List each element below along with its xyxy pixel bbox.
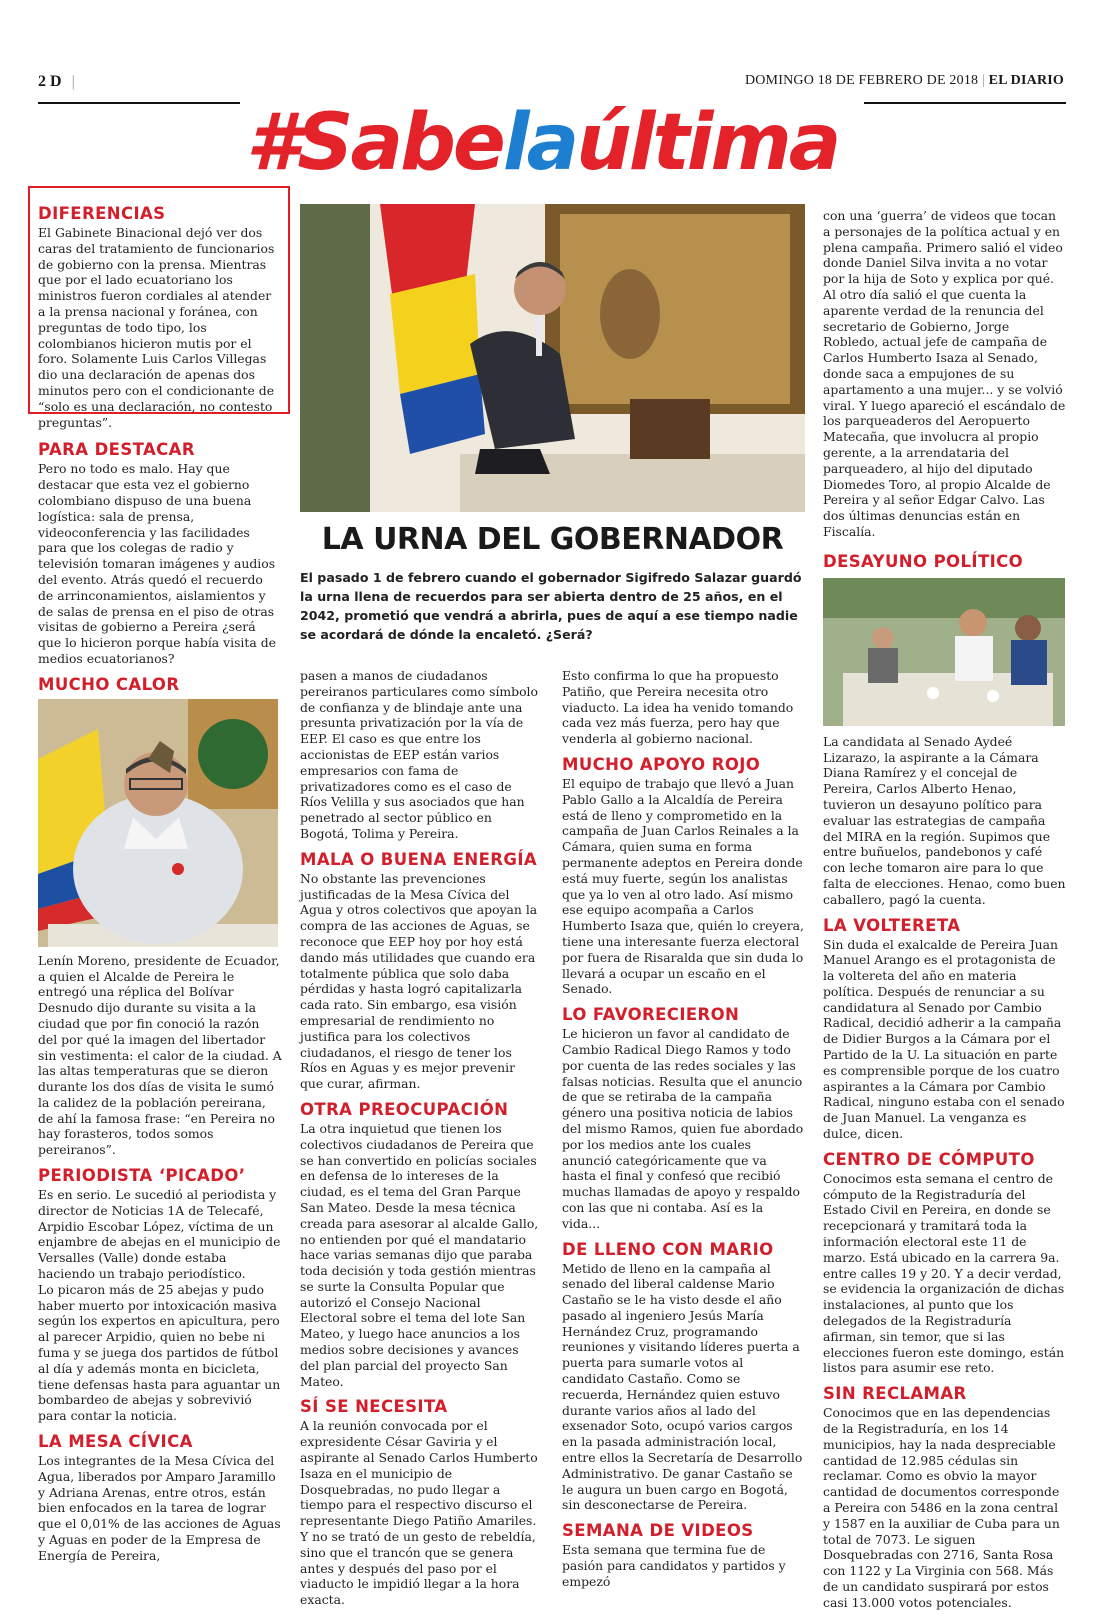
body-otra-preocupacion: La otra inquietud que tienen los colectivos ciudadanos de Pereira que se han convertido en policías sociales en defensa de lo intereses de la ciudad, es el tema del Gran Parque San Mateo. Desde la mesa técnica creada para asesorar al alcalde Gallo, no entienden por qué el mandatario hace varias semanas dijo que paraba toda decisión y toda gestión mientras se surte la Consulta Popular que autorizó el Consejo Nacional Electoral sobre el tema del lote San Mateo, y luego hace anuncios a los medios sobre decisiones y avances del plan parcial del proyecto San Mateo.: [300, 1120, 539, 1389]
item-si-se-necesita: [300, 1397, 540, 1608]
item-continuacion-videos: [823, 208, 1067, 540]
body-mucho-apoyo-rojo: El equipo de trabajo que llevó a Juan Pablo Gallo a la Alcaldía de Pereira está de lleno y comprometido en la campaña de Juan Carlos Reinales a la Cámara, quien suma en forma permanente adeptos en Pereira donde está muy fuerte, según los analistas que ya lo ven al otro lado. Así mismo ese equipo acompaña a Carlos Humberto Isaza que, quién lo creyera, tiene una interesante fuerza electoral por fuera de Risaralda que sin duda lo llevará a ocupar un escaño en el Senado.: [562, 775, 804, 997]
heading-lo-favorecieron: LO FAVORECIERON: [562, 1005, 740, 1025]
photo-art: [38, 699, 278, 947]
body-si-se-necesita: A la reunión convocada por el expresidente César Gaviria y el aspirante al Senado Carlos Humberto Isaza en el municipio de Dosquebradas, no pudo llegar a tiempo para el respectivo discurso el representante Diego Patiño Amariles. Y no se trató de un gesto de rebeldía, sino que el trancón que se genera antes y después del paso por el viaducto le impidió llegar a la hora exacta.: [300, 1418, 538, 1608]
heading-semana-de-videos: SEMANA DE VIDEOS: [562, 1521, 754, 1541]
item-periodista-picado: [38, 1166, 282, 1424]
paper-name: EL DIARIO: [988, 73, 1064, 88]
page-number: 2 D |: [38, 73, 75, 90]
item-sin-reclamar: [823, 1384, 1067, 1610]
feature-photo-art: [300, 204, 805, 512]
issue-date: DOMINGO 18 DE FEBRERO DE 2018 | EL DIARIO: [744, 73, 1064, 88]
body-diferencias: El Gabinete Binacional dejó ver dos caras del tratamiento de funcionarios de gobierno con la prensa. Mientras que por el lado ecuatoriano los ministros fueron cordiales al atender a la prensa nacional y foránea, con preguntas de todo tipo, los colombianos hicieron mutis por el foro. Solamente Luis Carlos Villegas dio una declaración de apenas dos minutos pero con el condicionante de “solo es una declaración, no contesto preguntas”.: [38, 225, 275, 430]
body-desayuno-politico: La candidata al Senado Aydeé Lizarazo, la aspirante a la Cámara Diana Ramírez y el concejal de Pereira, Carlos Alberto Henao, tuvieron un desayuno político para evaluar las estrategias de campaña del MIRA en la región. Supimos que entre buñuelos, pandebonos y café con leche tomaron aire para lo que falta de elecciones. Henao, como buen caballero, pagó la cuenta.: [823, 733, 1066, 907]
item-continuacion-viaducto: [562, 668, 804, 747]
photo-desayuno: [823, 578, 1065, 726]
body-de-lleno-con-mario: Metido de lleno en la campaña al senado del liberal caldense Mario Castaño se le ha visto desde el año pasado al ingeniero Jesús María Hernández Cruz, programando reuniones y visitando líderes puerta a puerta para sumarle votos al candidato Castaño. Como se recuerda, Hernández quien estuvo durante varios años al lado del exsenador Soto, ocupó varios cargos en la pasada administración local, entre ellos la Secretaría de Desarrollo Administrativo. De ganar Castaño se le augura un buen cargo en Bogotá, sin desconectarse de Pereira.: [562, 1260, 803, 1513]
feature-title: LA URNA DEL GOBERNADOR: [321, 522, 784, 557]
desayuno-photo-art: [823, 578, 1065, 726]
heading-mucho-calor: MUCHO CALOR: [38, 674, 180, 694]
photo-urna-gobernador: [300, 204, 805, 512]
body-centro-de-computo: Conocimos esta semana el centro de cómputo de la Registraduría del Estado Civil en Pereira, en donde se recepcionará y tramitará toda la información electoral este 11 de marzo. Está ubicado en la carrera 9a. entre calles 19 y 20. Y a decir verdad, se evidencia la organización de dichas instalaciones, al punto que los delegados de la Registraduría afirman, sin temor, que si las elecciones fueron este domingo, están listos para asumir ese reto.: [823, 1170, 1065, 1376]
heading-desayuno-politico: DESAYUNO POLÍTICO: [823, 551, 1024, 571]
column-4: [823, 208, 1067, 1617]
body-sin-reclamar: Conocimos que en las dependencias de la Registraduría, en los 14 municipios, hay la nada despreciable cantidad de 12.985 cédulas sin reclamar. Como es obvio la mayor cantidad de documentos corresponde a Pereira con 5486 en la zona central y 1587 en la auxiliar de Cuba para un total de 7073. Le siguen Dosquebradas con 2716, Santa Rosa con 1122 y La Virginia con 568. Más de un candidato suspirará por estos casi 13.000 votos potenciales.: [823, 1405, 1060, 1610]
column-1: [38, 204, 282, 1570]
item-diferencias: [38, 204, 282, 430]
heading-mucho-apoyo-rojo: MUCHO APOYO ROJO: [562, 754, 761, 774]
body-la-voltereta: Sin duda el exalcalde de Pereira Juan Manuel Arango es el protagonista de la voltereta del año en materia política. Después de renunciar a su candidatura al Senado por Cambio Radical, decidió adherir a la campaña de Didier Burgos a la Cámara por el Partido de la U. La situación en parte es comprensible porque de los cuatro aspirantes a la Cámara por Cambio Radical, ninguno estaba con el senado de Juan Manuel. La venganza es dulce, dicen.: [823, 936, 1065, 1142]
body-mala-buena-energia: No obstante las prevenciones justificadas de la Mesa Cívica del Agua y otros colectivos que apoyan la compra de las acciones de Aguas, se reconoce que EEP hoy por hoy está dando más utilidades que cuando era totalmente pública que solo daba pérdidas y hasta logró capitalizarla cada rato. Sin embargo, esa visión empresarial de rendimiento no justifica para los colectivos ciudadanos, el riesgo de tener los Ríos en Aguas y es mejor prevenir que curar, afirman.: [300, 870, 538, 1092]
body-semana-de-videos: Esta semana que termina fue de pasión para candidatos y partidos y empezó: [562, 1542, 786, 1589]
body-continuacion-videos: con una ‘guerra’ de videos que tocan a personajes de la política actual y en plena campaña. Primero salió el video donde Daniel Silva invita a no votar por la hija de Soto y explica por qué. Al otro día salió el que cuenta la aparente verdad de la renuncia del secretario de Gobierno, Jorge Robledo, actual jefe de campaña de Carlos Humberto Isaza al Senado, donde saca a empujones de su apartamento a una mujer... y se volvió viral. Y luego apareció el escándalo de los parqueaderos del Aeropuerto Matecaña, que involucra al propio gerente, a la arrendataria del parqueadero, al hijo del diputado Diomedes Toro, al propio Alcalde de Pereira y al señor Edgar Calvo. Las dos últimas denuncias están en Fiscalía.: [823, 208, 1066, 539]
heading-sin-reclamar: SIN RECLAMAR: [823, 1384, 967, 1404]
item-centro-de-computo: [823, 1150, 1067, 1376]
heading-si-se-necesita: SÍ SE NECESITA: [300, 1397, 448, 1417]
header-rule-left: [38, 102, 240, 104]
body-mucho-calor: Lenín Moreno, presidente de Ecuador, a quien el Alcalde de Pereira le entregó una réplica del Bolívar Desnudo dijo durante su visita a la ciudad que por fin conoció la razón del por qué la imagen del libertador sin vestimenta: el calor de la ciudad. A las altas temperaturas que se dieron durante los dos días de visita le sumó la calidez de la población pereirana, de ahí la famosa frase: “en Pereira no hay forasteros, todos somos pereiranos”.: [38, 952, 282, 1158]
body-continuacion-viaducto: Esto confirma lo que ha propuesto Patiño, que Pereira necesita otro viaducto. La idea ha venido tomando cada vez más fuerza, pero hay que venderla al gobierno nacional.: [562, 668, 794, 747]
item-semana-de-videos: [562, 1521, 804, 1589]
item-de-lleno-con-mario: [562, 1240, 804, 1514]
heading-para-destacar: PARA DESTACAR: [38, 440, 195, 460]
heading-centro-de-computo: CENTRO DE CÓMPUTO: [823, 1149, 1035, 1169]
body-lo-favorecieron: Le hicieron un favor al candidato de Cambio Radical Diego Ramos y todo por cuenta de las redes sociales y las falsas noticias. Resulta que el anuncio de que se retiraba de la campaña género una positiva noticia de labios del mismo Ramos, quien fue abordado por los medios ante los cuales anunció categóricamente que va hasta el final y confesó que recibió muchas llamadas de apoyo y respaldo con las que ni contaba. Así es la vida...: [562, 1026, 804, 1231]
heading-de-lleno-con-mario: DE LLENO CON MARIO: [562, 1239, 774, 1259]
body-para-destacar: Pero no todo es malo. Hay que destacar que esta vez el gobierno colombiano dispuso de una buena logística: sala de prensa, videoconferencia y las facilidades para que los colegas de radio y televisión tomaran imágenes y audios del evento. Atrás quedó el recuerdo de arrinconamientos, aislamientos y de salas de prensa en el piso de otras visitas de gobierno a Pereira ¿será que lo hicieron porque había visita de medios ecuatorianos?: [38, 461, 276, 666]
heading-diferencias: DIFERENCIAS: [38, 204, 166, 223]
item-continuacion-mesa: [300, 668, 540, 842]
heading-mesa-civica: LA MESA CÍVICA: [38, 1432, 193, 1452]
body-periodista-picado-1: Es en serio. Le sucedió al periodista y director de Noticias 1A de Telecafé, Arpidio Escobar López, víctima de un enjambre de abejas en el municipio de Versalles (Valle) donde estaba haciendo un trabajo periodístico.: [38, 1187, 281, 1282]
item-otra-preocupacion: [300, 1100, 540, 1390]
item-desayuno-politico: [823, 552, 1067, 908]
section-masthead: #Sabelaúltima: [246, 98, 839, 188]
heading-otra-preocupacion: OTRA PREOCUPACIÓN: [300, 1099, 509, 1119]
item-la-voltereta: [823, 916, 1067, 1142]
item-mesa-civica: [38, 1432, 282, 1564]
heading-periodista-picado: PERIODISTA ‘PICADO’: [38, 1166, 246, 1186]
body-mesa-civica: Los integrantes de la Mesa Cívica del Agua, liberados por Amparo Jaramillo y Adriana Arenas, entre otros, están bien enfocados en la tarea de lograr que el 0,01% de las acciones de Aguas y Aguas en poder de la Empresa de Energía de Pereira,: [38, 1453, 281, 1563]
photo-lenin-moreno: [38, 699, 278, 947]
item-para-destacar: [38, 440, 282, 666]
body-continuacion-mesa: pasen a manos de ciudadanos pereiranos particulares como símbolo de confianza y de blindaje ante una presunta privatización por la vía de EEP. El caso es que entre los accionistas de EEP están varios empresarios con fama de privatizadores como es el caso de Ríos Velilla y sus asociados que han penetrado al sector público en Bogotá, Tolima y Pereira.: [300, 668, 538, 841]
heading-mala-buena-energia: MALA O BUENA ENERGÍA: [300, 849, 538, 869]
item-mala-buena-energia: [300, 850, 540, 1092]
item-lo-favorecieron: [562, 1005, 804, 1231]
item-mucho-calor: [38, 675, 282, 1158]
body-periodista-picado-2: Lo picaron más de 25 abejas y pudo haber muerto por intoxicación masiva según los expertos en apicultura, pero al parecer Arpidio, quien no bebe ni fuma y se juega dos partidos de fútbol al día y además monta en bicicleta, tiene defensas hasta para aguantar un bombardeo de abejas y sobrevivió para contar la noticia.: [38, 1281, 281, 1424]
heading-la-voltereta: LA VOLTERETA: [823, 915, 961, 935]
column-2: [300, 668, 540, 1614]
header-rule-right: [864, 102, 1066, 104]
item-mucho-apoyo-rojo: [562, 755, 804, 997]
column-3: [562, 668, 804, 1596]
feature-caption: El pasado 1 de febrero cuando el gobernador Sigifredo Salazar guardó la urna llena de recuerdos para ser abierta dentro de 25 años, en el 2042, prometió que vendrá a abrirla, pues de aquí a ese tiempo nadie se acordará de dónde la encaletó. ¿Será?: [300, 570, 802, 642]
